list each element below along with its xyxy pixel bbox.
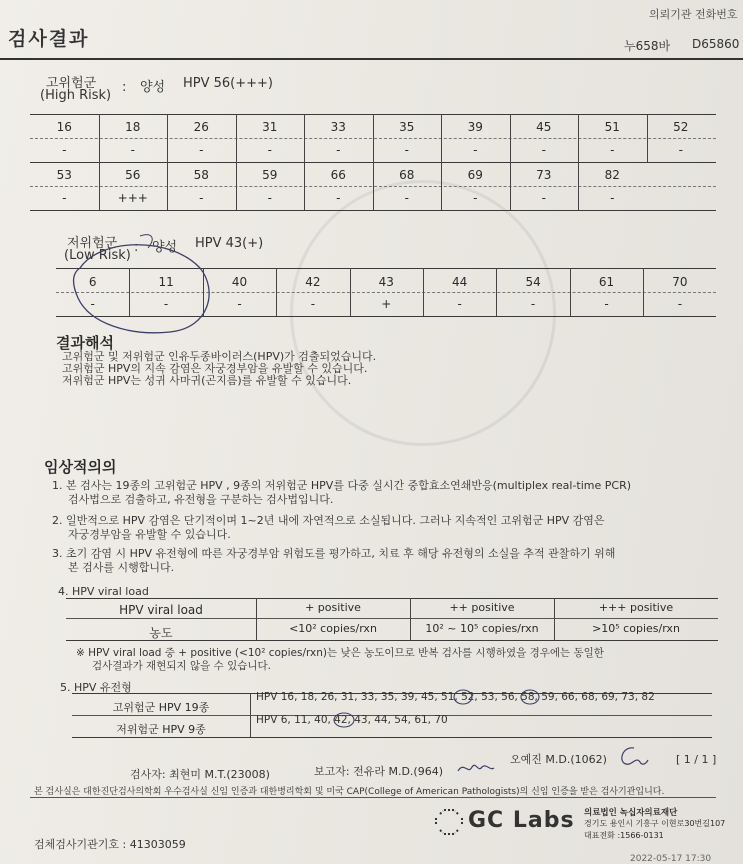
reporter-signature xyxy=(456,759,496,779)
hr-result-cell: - xyxy=(199,191,204,205)
lr-result-cell: - xyxy=(457,297,462,311)
viral-note-1: ※ HPV viral load 중 + positive (<10² copies/rxn)는 낮은 농도이므로 반복 검사를 시행하였을 경우에는 동일한 xyxy=(76,647,604,659)
lr-type-cell: 42 xyxy=(305,275,321,289)
viral-header-1: + positive xyxy=(305,601,361,614)
institution-code: 검체검사기관기호 : 41303059 xyxy=(34,838,186,851)
viral-note-2: 검사결과가 재현되지 않을 수 있습니다. xyxy=(92,660,271,672)
hr-type-cell: 73 xyxy=(536,168,552,182)
hr-result-cell: - xyxy=(610,143,615,157)
lr-type-cell: 54 xyxy=(525,275,541,289)
org-name: 의료법인 녹십자의료재단 xyxy=(584,808,678,818)
hr-type-cell: 69 xyxy=(467,168,483,182)
lr-result-cell: - xyxy=(604,297,609,311)
high-risk-label-en: (High Risk) xyxy=(40,88,112,103)
footer-divider xyxy=(30,797,716,798)
clinical-item-3b: 본 검사를 시행합니다. xyxy=(68,561,175,574)
clinical-title: 임상적의의 xyxy=(44,458,117,476)
specimen-code: D65860 xyxy=(692,37,740,51)
interpretation-line-2: 고위험군 HPV의 지속 감염은 자궁경부암을 유발할 수 있습니다. xyxy=(62,362,368,375)
viral-header-3: +++ positive xyxy=(598,601,674,614)
hr-result-cell: - xyxy=(541,143,546,157)
viral-header-2: ++ positive xyxy=(449,601,515,614)
lr-result-cell: - xyxy=(677,297,683,311)
hr-type-cell: 68 xyxy=(399,168,415,182)
lr-type-cell: 11 xyxy=(158,275,174,289)
hr-result-cell: - xyxy=(610,191,615,205)
genotype-high-label: 고위험군 HPV 19종 xyxy=(112,701,210,714)
institution-phone-label: 의뢰기관 전화번호 xyxy=(649,8,738,21)
hr-result-cell: - xyxy=(267,191,272,205)
hr-type-cell: 45 xyxy=(536,120,552,134)
viral-row-label: 농도 xyxy=(149,626,173,640)
genotype-low-value: HPV 6, 11, 40, 42, 43, 44, 54, 61, 70 xyxy=(256,714,448,726)
tester-line: 검사자: 최현미 M.T.(23008) xyxy=(130,768,270,781)
lr-type-cell: 61 xyxy=(598,275,615,289)
interpretation-title: 결과해석 xyxy=(56,334,114,352)
hr-result-cell: - xyxy=(62,143,67,157)
hr-result-cell: - xyxy=(404,191,409,205)
hr-type-cell: 59 xyxy=(262,168,278,182)
certification-note: 본 검사실은 대한진단검사의학회 우수검사실 신임 인증과 대한병리학회 및 미국 CAP(College of American Pathologists)의 신임 인증을 받은 검사기관입니다. xyxy=(34,787,665,797)
hr-result-cell: +++ xyxy=(117,191,148,205)
hr-result-cell: - xyxy=(336,143,341,157)
hr-result-cell: - xyxy=(473,143,478,157)
reporter2-line: 오예진 M.D.(1062) xyxy=(510,753,607,766)
low-risk-types: HPV 43(+) xyxy=(195,236,264,251)
hr-type-cell: 82 xyxy=(604,168,620,182)
lr-result-cell: - xyxy=(163,297,169,311)
hr-result-cell: - xyxy=(267,143,272,157)
hr-result-cell: - xyxy=(404,143,409,157)
viral-value-3: >10⁵ copies/rxn xyxy=(592,622,680,635)
hr-type-cell: 53 xyxy=(56,168,72,182)
reporter-line: 보고자: 전유라 M.D.(964) xyxy=(314,765,443,778)
hr-result-cell: - xyxy=(199,143,204,157)
viral-load-title: 4. HPV viral load xyxy=(58,585,149,598)
lr-result-cell: - xyxy=(310,297,316,311)
high-risk-types: HPV 56(+++) xyxy=(183,76,274,91)
lr-type-cell: 6 xyxy=(88,275,97,289)
high-risk-label-ko: 고위험군 xyxy=(46,76,97,91)
high-risk-result: 양성 xyxy=(140,80,166,95)
page-indicator: [ 1 / 1 ] xyxy=(676,753,717,766)
low-risk-label-ko: 저위험군 xyxy=(67,236,118,251)
hr-result-cell: - xyxy=(62,191,67,205)
interpretation-line-1: 고위험군 및 저위험군 인유두종바이러스(HPV)가 검출되었습니다. xyxy=(62,350,377,363)
hr-result-cell: - xyxy=(541,191,546,205)
hr-type-cell: 33 xyxy=(330,120,346,134)
reporter2-signature xyxy=(616,744,650,770)
org-tel: 대표전화 :1566-0131 xyxy=(584,831,664,840)
hr-type-cell: 66 xyxy=(330,168,346,182)
hr-result-cell: - xyxy=(473,191,478,205)
hr-type-cell: 51 xyxy=(604,120,620,134)
viral-value-1: <10² copies/rxn xyxy=(289,622,377,635)
hr-type-cell: 35 xyxy=(399,120,415,134)
hr-result-cell: - xyxy=(678,143,683,157)
lr-result-cell: - xyxy=(237,297,242,311)
genotype-low-label: 저위험군 HPV 9종 xyxy=(116,723,206,736)
clinical-item-2a: 2. 일반적으로 HPV 감염은 단기적이며 1~2년 내에 자연적으로 소실됩니다. 그러나 지속적인 고위험군 HPV 감염은 xyxy=(52,514,605,527)
lr-result-cell: - xyxy=(90,297,95,311)
gc-labs-logo: GC Labs xyxy=(468,808,575,833)
gc-cross-logo-icon xyxy=(434,808,464,836)
hr-type-cell: 26 xyxy=(193,120,209,134)
viral-header-0: HPV viral load xyxy=(119,603,203,617)
low-risk-result: 양성 xyxy=(152,240,178,255)
genotype-high-value: HPV 16, 18, 26, 31, 33, 35, 39, 45, 51, 52, 53, 56, 58, 59, 66, 68, 69, 73, 82 xyxy=(256,691,655,703)
hr-result-cell: - xyxy=(130,143,135,157)
hr-type-cell: 56 xyxy=(125,168,141,182)
hr-type-cell: 58 xyxy=(193,168,209,182)
hr-type-cell: 31 xyxy=(262,120,278,134)
high-risk-colon: : xyxy=(122,80,127,95)
print-timestamp: 2022-05-17 17:30 xyxy=(630,854,712,864)
lr-result-cell: + xyxy=(381,297,392,311)
lr-type-cell: 40 xyxy=(231,275,248,289)
viral-value-2: 10² ~ 10⁵ copies/rxn xyxy=(425,622,539,635)
genotype-title: 5. HPV 유전형 xyxy=(60,681,132,694)
interpretation-line-3: 저위험군 HPV는 성귀 사마귀(곤지름)를 유발할 수 있습니다. xyxy=(62,374,352,387)
clinical-item-1b: 검사법으로 검출하고, 유전형을 구분하는 검사법입니다. xyxy=(68,493,334,506)
low-risk-colon: : xyxy=(134,240,139,255)
lr-type-cell: 44 xyxy=(452,275,468,289)
lr-type-cell: 43 xyxy=(378,275,394,289)
lr-type-cell: 70 xyxy=(672,275,688,289)
page-title: 검사결과 xyxy=(8,28,90,50)
low-risk-label-en: (Low Risk) xyxy=(64,248,131,263)
hr-type-cell: 39 xyxy=(467,120,483,134)
patient-code: 누658바 xyxy=(624,39,671,53)
clinical-item-1a: 1. 본 검사는 19종의 고위험군 HPV , 9종의 저위험군 HPV를 다중 실시간 중합효소연쇄반응(multiplex real-time PCR) xyxy=(52,479,632,492)
lr-result-cell: - xyxy=(530,297,536,311)
hr-type-cell: 52 xyxy=(673,120,689,134)
org-address: 경기도 용인시 기흥구 이현로30번길107 xyxy=(584,819,726,828)
clinical-item-3a: 3. 초기 감염 시 HPV 유전형에 따른 자궁경부암 위험도를 평가하고, 치료 후 해당 유전형의 소실을 추적 관찰하기 위해 xyxy=(52,547,616,560)
clinical-item-2b: 자궁경부암을 유발할 수 있습니다. xyxy=(68,528,231,541)
hr-type-cell: 16 xyxy=(56,120,72,134)
hr-result-cell: - xyxy=(336,191,341,205)
hr-type-cell: 18 xyxy=(125,120,141,134)
